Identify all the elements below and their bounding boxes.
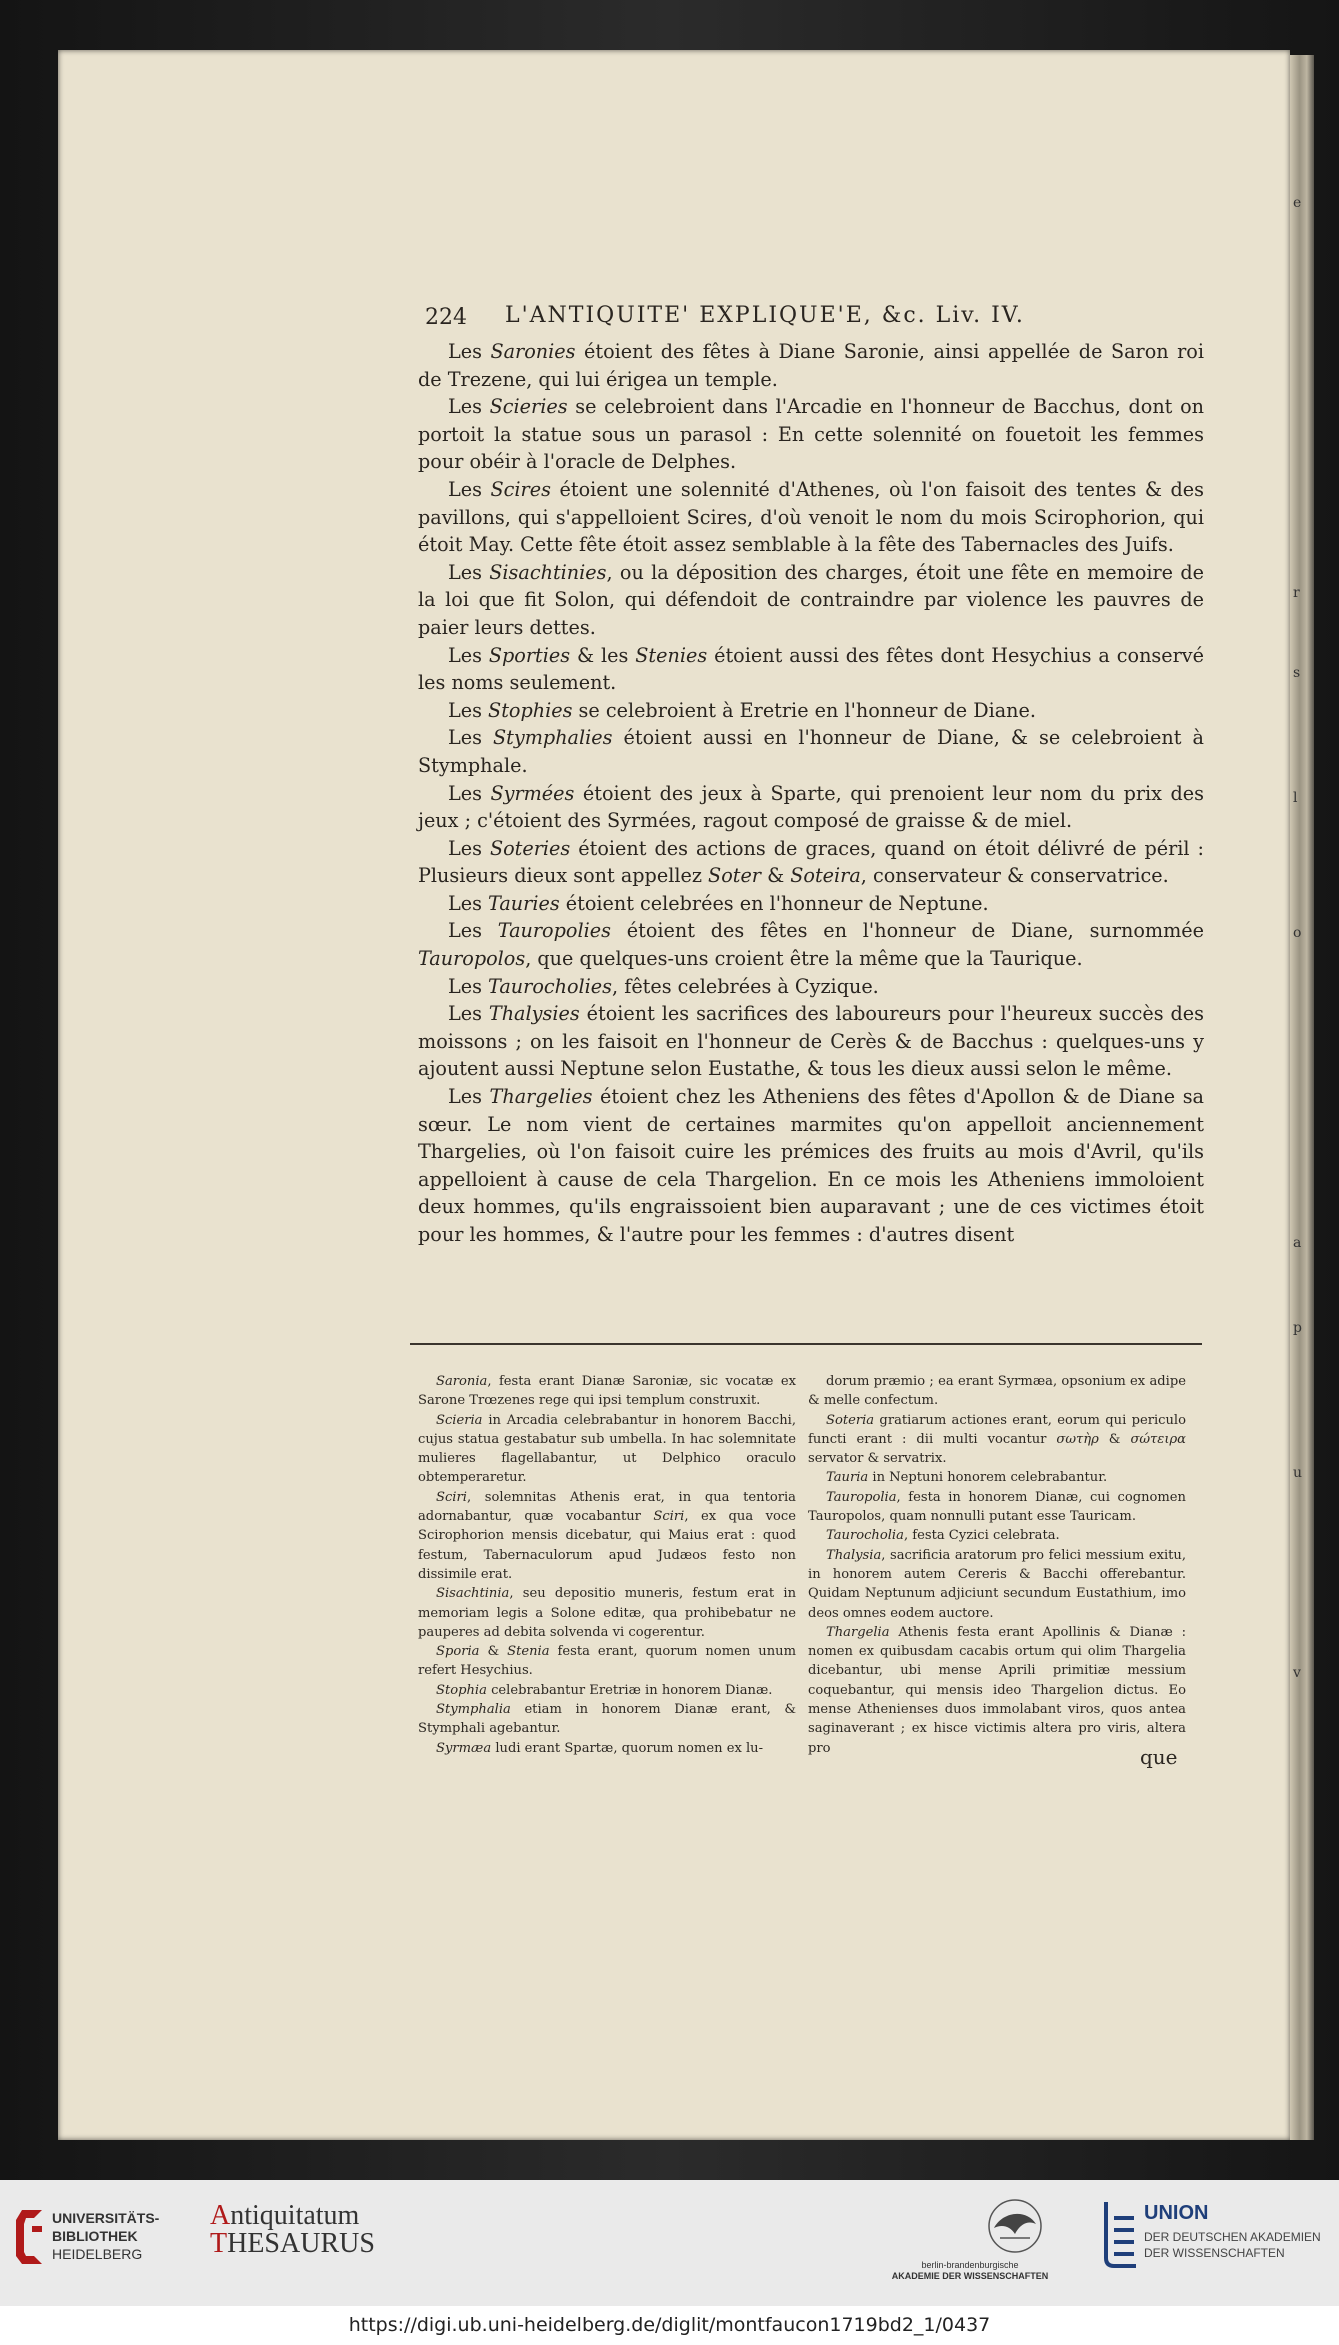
italic-term: Stenies <box>635 643 708 667</box>
italic-term: Soteries <box>489 836 571 860</box>
paragraph: Les Saronies étoient des fêtes à Diane Saronie, ainsi appellée de Saron roi de Trezene, qui lui érigea un temple. <box>418 340 1204 391</box>
union-line-2: DER WISSENSCHAFTEN <box>1144 2246 1285 2260</box>
italic-term: Sporties <box>488 643 571 667</box>
paragraph: Sporia & Stenia festa erant, quorum nomen unum refert Hesychius. <box>418 1644 796 1679</box>
edge-letter: l <box>1293 790 1298 806</box>
italic-term: Stophies <box>488 698 573 722</box>
main-text <box>418 338 1204 1249</box>
italic-term: Tauria <box>826 1470 869 1486</box>
paragraph: Les Taurocholies, fêtes celebrées à Cyzique. <box>448 974 879 998</box>
italic-term: Syrmées <box>490 781 575 805</box>
ub-heidelberg-emblem-icon <box>14 2206 48 2266</box>
paragraph: Les Scieries se celebroient dans l'Arcadie en l'honneur de Bacchus, dont on portoit la statue sous un parasol : En cette solennité on fouetoit les femmes pour obéir à l'oracle de Delphes. <box>418 395 1204 474</box>
italic-term: Thalysia <box>826 1547 882 1563</box>
paragraph: Les Syrmées étoient des jeux à Sparte, qui prenoient leur nom du prix des jeux ; c'étoient des Syrmées, ragout composé de graisse & de miel. <box>418 781 1204 833</box>
footer-logo-bar <box>0 2180 1339 2306</box>
paragraph: Thalysia, sacrificia aratorum pro felici messium exitu, in honorem autem Cereris & Bacchi offerebantur. Quidam Neptunum adjiciunt secundum Eustathium, imo deos omnes eodem auctore. <box>808 1547 1186 1621</box>
paragraph: Les Sporties & les Stenies étoient aussi des fêtes dont Hesychius a conservé les noms seulement. <box>418 643 1204 695</box>
italic-term: Stymphalia <box>436 1702 511 1718</box>
footnote-rule <box>410 1343 1202 1345</box>
italic-term: Saronies <box>490 340 576 363</box>
union-akademien-logo[interactable] <box>1100 2198 1335 2288</box>
latin-notes-right-column <box>808 1372 1186 1758</box>
paragraph: dorum præmio ; ea erant Syrmæa, opsonium ex adipe & melle confectum. <box>808 1374 1186 1409</box>
paragraph: Scieria in Arcadia celebrabantur in honorem Bacchi, cujus statua gestabatur sub umbella. In hac solemnitate mulieres flagellabantur, ut Delphico oraculo obtemperaretur. <box>418 1412 796 1486</box>
paragraph: Thargelia Athenis festa erant Apollinis & Dianæ : nomen ex quibusdam cacabis ortum qui olim Thargelia dicebantur, ubi mense Aprili primitiæ messium coquebantur, qui mensis ideo Thargelion dictus. Eo mense Athenienses duos immolabant viros, quos antea saginaverant ; ex hisce victimis altera pro viris, altera pro <box>808 1624 1186 1756</box>
page-header <box>425 303 1197 339</box>
edge-letter: p <box>1293 1320 1302 1336</box>
italic-term: Tauries <box>488 891 560 915</box>
paragraph: Les Soteries étoient des actions de graces, quand on étoit délivré de péril : Plusieurs dieux sont appellez Soter & Soteira, conservateur & conservatrice. <box>418 836 1205 888</box>
italic-term: Soteria <box>826 1412 875 1428</box>
italic-term: Taurocholies <box>488 974 613 998</box>
union-emblem-icon <box>1100 2198 1140 2270</box>
italic-term: Thargelia <box>826 1624 890 1640</box>
ub-heidelberg-logo[interactable] <box>14 2198 194 2288</box>
italic-term: Sisachtinies <box>489 560 607 584</box>
italic-term: σώτειρα <box>1130 1431 1186 1447</box>
latin-notes-left-column <box>418 1372 796 1758</box>
edge-letter: o <box>1293 925 1302 941</box>
italic-term: Taurocholia <box>826 1528 904 1544</box>
thesaurus-line-2: THESAURUS <box>210 2228 375 2259</box>
italic-term: Tauropolia <box>826 1489 897 1505</box>
italic-term: Soteira <box>790 864 861 888</box>
union-title: UNION <box>1144 2202 1209 2224</box>
bbaw-logo[interactable] <box>870 2198 1070 2294</box>
ub-line: HEIDELBERG <box>52 2246 143 2262</box>
italic-term: Sporia <box>436 1644 480 1660</box>
paragraph: Syrmæa ludi erant Spartæ, quorum nomen ex lu- <box>436 1740 764 1756</box>
paragraph: Sisachtinia, seu depositio muneris, festum erat in memoriam legis a Solone editæ, qua prohibebatur ne pauperes ad debita solvenda vi cogerentur. <box>418 1586 796 1640</box>
paragraph: Les Thargelies étoient chez les Atheniens des fêtes d'Apollon & de Diane sa sœur. Le nom vient de certaines marmites qu'on appelloit anciennement Thargelies, où l'on faisoit cuire les prémices des fruits au mois d'Avril, qu'ils appelloient à cause de cela Thargelion. En ce mois les Atheniens immoloient deux hommes, qu'ils engraissoient bien auparavant ; une de ces victimes étoit pour les hommes, & l'autre pour les femmes : d'autres disent <box>418 1085 1204 1246</box>
edge-letter: r <box>1293 585 1300 601</box>
catchword: que <box>1140 1745 1178 1769</box>
red-initial: T <box>210 2228 228 2259</box>
paragraph: Saronia, festa erant Dianæ Saroniæ, sic vocatæ ex Sarone Trœzenes rege qui ipsi templum construxit. <box>418 1374 796 1409</box>
paragraph: Les Stymphalies étoient aussi en l'honneur de Diane, & se celebroient à Stymphale. <box>418 726 1204 777</box>
facing-page-edge <box>1290 55 1314 2140</box>
ub-line: UNIVERSITÄTS- <box>52 2210 160 2226</box>
italic-term: Tauropolos <box>418 947 526 971</box>
bbaw-emblem-icon <box>980 2198 1050 2258</box>
red-initial: A <box>210 2200 231 2231</box>
paragraph: Sciri, solemnitas Athenis erat, in qua tentoria adornabantur, quæ vocabantur Sciri, ex qua voce Scirophorion mensis dicebatur, qui Maius erat : quod festum, Tabernaculorum apud Judæos festo non dissimile erat. <box>418 1489 796 1582</box>
italic-term: Scieries <box>489 395 568 419</box>
paragraph: Les Tauropolies étoient des fêtes en l'honneur de Diane, surnommée Tauropolos, que quelques-uns croient être la même que la Taurique. <box>418 919 1204 971</box>
paragraph: Taurocholia, festa Cyzici celebrata. <box>826 1528 1060 1544</box>
bbaw-text <box>870 2260 1070 2282</box>
paragraph: Les Stophies se celebroient à Eretrie en l'honneur de Diane. <box>448 698 1036 722</box>
edge-letter: u <box>1293 1465 1303 1481</box>
bbaw-line-2: AKADEMIE DER WISSENSCHAFTEN <box>891 2271 1049 2281</box>
paragraph: Stophia celebrabantur Eretriæ in honorem Dianæ. <box>436 1682 773 1698</box>
italic-term: σωτὴρ <box>1056 1431 1099 1447</box>
paragraph: Tauria in Neptuni honorem celebrabantur. <box>826 1470 1108 1486</box>
italic-term: Soter <box>708 864 761 888</box>
paragraph: Tauropolia, festa in honorem Dianæ, cui cognomen Tauropolos, quam nonnulli putant esse Tauricam. <box>808 1489 1186 1525</box>
italic-term: Stophia <box>436 1682 487 1698</box>
italic-term: Sciri <box>436 1489 467 1505</box>
italic-term: Scires <box>490 477 551 501</box>
italic-term: Thargelies <box>489 1085 593 1109</box>
italic-term: Stenia <box>507 1644 550 1660</box>
ub-line: BIBLIOTHEK <box>52 2228 138 2244</box>
paragraph: Soteria gratiarum actiones erant, eorum qui periculo functi erant : dii multi vocantur σωτὴρ & σώτειρα servator & servatrix. <box>808 1412 1186 1467</box>
italic-term: Thalysies <box>488 1002 580 1026</box>
page-url[interactable]: https://digi.ub.uni-heidelberg.de/diglit/montfaucon1719bd2_1/0437 <box>0 2306 1339 2345</box>
running-title: L'ANTIQUITE' EXPLIQUE'E, &c. Liv. IV. <box>505 303 1025 328</box>
union-line-1: DER DEUTSCHEN AKADEMIEN <box>1144 2230 1321 2244</box>
page-number: 224 <box>425 305 467 330</box>
paragraph: Les Scires étoient une solennité d'Athenes, où l'on faisoit des tentes & des pavillons, qui s'appelloient Scires, d'où venoit le nom du mois Scirophorion, qui étoit May. Cette fête étoit assez semblable à la fête des Tabernacles des Juifs. <box>418 477 1205 557</box>
edge-letter: v <box>1293 1665 1301 1681</box>
italic-term: Sisachtinia <box>436 1586 510 1602</box>
edge-letter: e <box>1293 195 1302 211</box>
thesaurus-line-1: Antiquitatum <box>210 2200 360 2231</box>
italic-term: Syrmæa <box>436 1740 492 1756</box>
paragraph: Stymphalia etiam in honorem Dianæ erant, & Stymphali agebantur. <box>418 1702 796 1737</box>
paragraph: Les Thalysies étoient les sacrifices des laboureurs pour l'heureux succès des moissons ; on les faisoit en l'honneur de Cerès & de Bacchus : quelques-uns y ajoutent aussi Neptune selon Eustathe, & tous les dieux aussi selon le même. <box>418 1002 1204 1081</box>
edge-letter: s <box>1293 665 1301 681</box>
italic-term: Tauropolies <box>497 919 611 943</box>
edge-letter: a <box>1293 1235 1302 1251</box>
italic-term: Scieria <box>436 1412 483 1428</box>
italic-term: Stymphalies <box>493 726 613 750</box>
antiquitatum-thesaurus-logo[interactable] <box>210 2202 375 2258</box>
paragraph: Les Tauries étoient celebrées en l'honneur de Neptune. <box>448 891 989 915</box>
bbaw-line-1: berlin-brandenburgische <box>921 2260 1019 2270</box>
italic-term: Saronia <box>436 1374 488 1389</box>
italic-term: Sciri <box>653 1509 685 1525</box>
paragraph: Les Sisachtinies, ou la déposition des charges, étoit une fête en memoire de la loi que fit Solon, qui défendoit de contraindre par violence les pauvres de paier leurs dettes. <box>418 560 1205 639</box>
